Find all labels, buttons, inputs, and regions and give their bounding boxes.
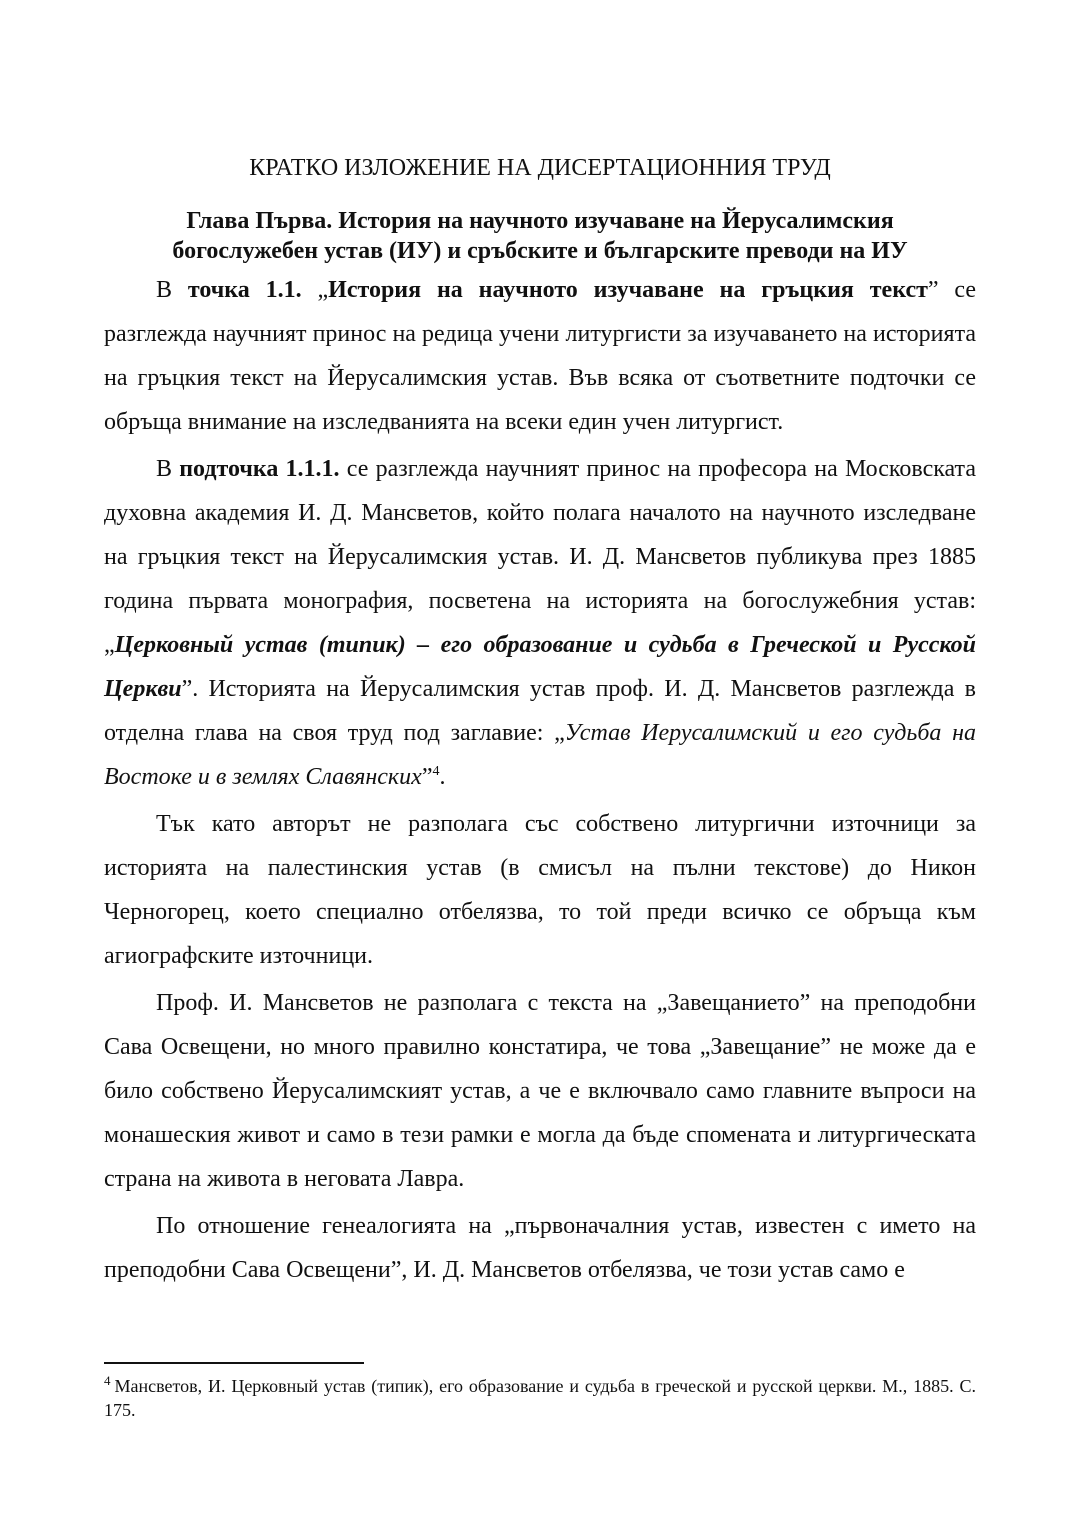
footnote-reference[interactable]: 4 [432, 764, 440, 779]
chapter-title-line-1: Глава Първа. История на научното изучаване на Йерусалимския [186, 208, 894, 234]
subsection-ref: подточка 1.1.1. [179, 456, 340, 482]
paragraph-5: По отношение генеалогията на „първоначалния устав, известен с името на преподобни Сава Освещени”, И. Д. Мансветов отбелязва, че този устав само е [104, 1213, 976, 1283]
paragraph-4: Проф. И. Мансветов не разполага с текста на „Завещанието” на преподобни Сава Освещени, но много правилно констатира, че това „Завещание” не може да е било собствено Йерусалимският устав, а че е включвало само главните въпроси на монашеския живот и само в тези рамки е могла да бъде спомената и литургическата страна на живота в неговата Лавра. [104, 990, 976, 1192]
chapter-title-line-2: богослужебен устав (ИУ) и сръбските и българските преводи на ИУ [172, 238, 908, 264]
book-chapter-title: Устав Иерусалимский и его судьба на Востоке и в землях Славянских [104, 720, 976, 790]
paragraph-3: Тък като авторът не разполага със собствено литургични източници за историята на палестинския устав (в смисъл на пълни текстове) до Никон Черногорец, което специално отбелязва, то той преди всичко се обръща към агиографските източници. [104, 811, 976, 969]
section-ref-title: История на научното изучаване на гръцкия текст [328, 277, 928, 303]
footnote-text: Мансветов, И. Церковный устав (типик), его образование и судьба в греческой и русской церкви. М., 1885. С. 175. [104, 1376, 976, 1420]
chapter-title [104, 206, 976, 266]
footnote-separator [104, 1362, 364, 1364]
footnote [104, 1374, 976, 1422]
book-title: Церковный устав (типик) – его образование и судьба в Греческой и Русской Церкви [104, 632, 976, 702]
footnote-number: 4 [104, 1373, 111, 1388]
body-text [104, 268, 976, 1295]
section-title: КРАТКО ИЗЛОЖЕНИЕ НА ДИСЕРТАЦИОННИЯ ТРУД [249, 155, 831, 181]
section-ref: точка 1.1. [187, 277, 302, 303]
paragraph-2: В подточка 1.1.1. се разглежда научният принос на професора на Московската духовна академия И. Д. Мансветов, който полага началото на научното изследване на гръцкия текст на Йерусалимския устав. И. Д. Мансветов публикува през 1885 година първата монография, посветена на историята на богослужебния устав: „Церковный устав (типик) – его образование и судьба в Греческой и Русской Церкви”. Историята на Йерусалимския устав проф. И. Д. Мансветов разглежда в отделна глава на своя труд под заглавие: „Устав Иерусалимский и его судьба на Востоке и в землях Славянских”$^4$. [104, 456, 976, 790]
paragraph-1: В точка 1.1. „История на научното изучаване на гръцкия текст” се разглежда научният принос на редица учени литургисти за изучаването на историята на гръцкия текст на Йерусалимския устав. Във всяка от съответните подточки се обръща внимание на изследванията на всеки един учен литургист. [104, 277, 977, 435]
